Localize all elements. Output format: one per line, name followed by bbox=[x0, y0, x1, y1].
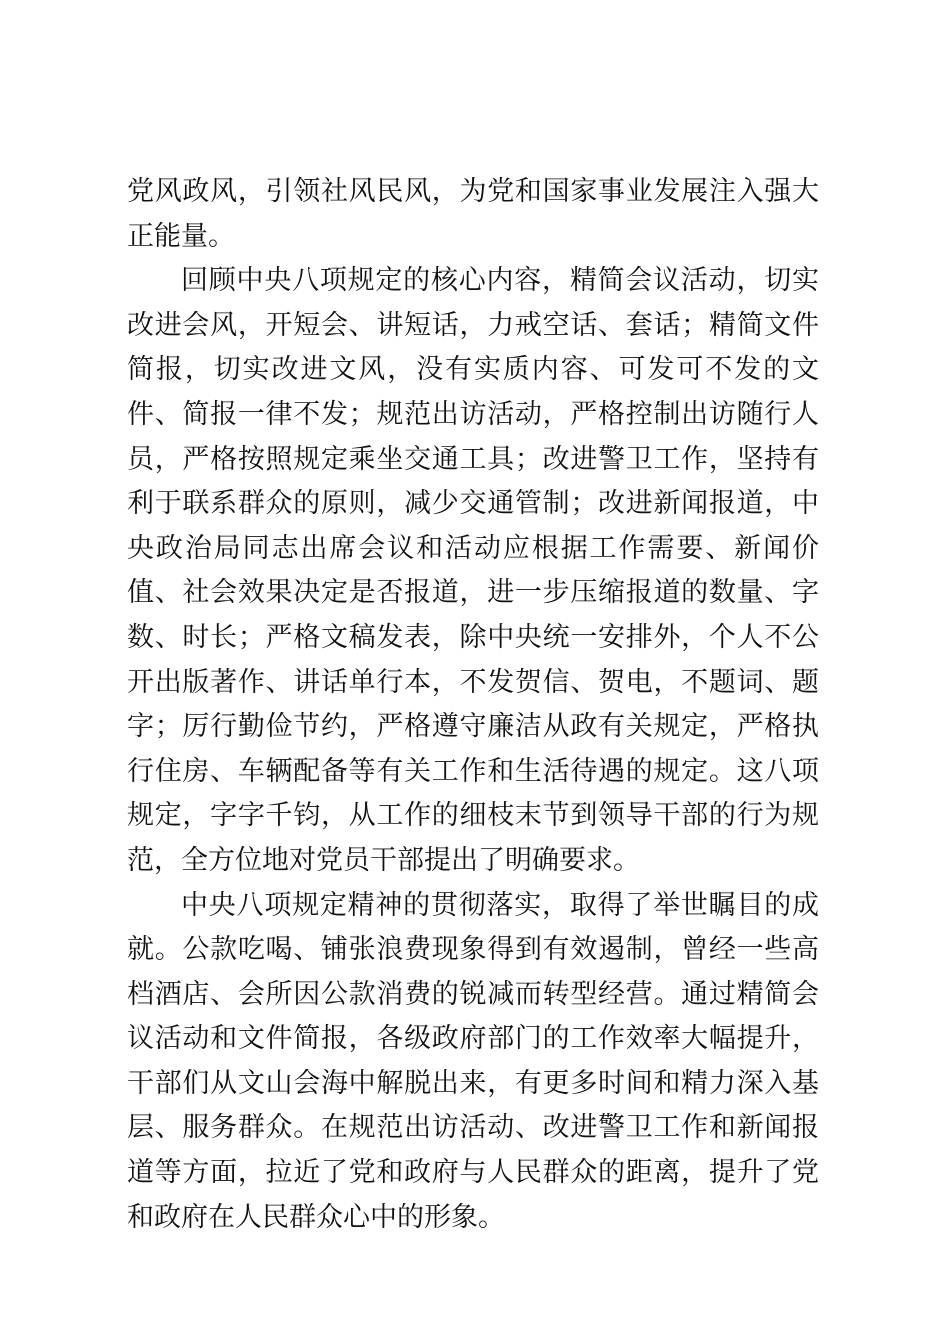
paragraph-achievements: 中央八项规定精神的贯彻落实，取得了举世瞩目的成就。公款吃喝、铺张浪费现象得到有效遏制，曾经一些高档酒店、会所因公款消费的锐减而转型经营。通过精简会议活动和文件简报，各级政府部门的工作效率大幅提升，干部们从文山会海中解脱出来，有更多时间和精力深入基层、服务群众。在规范出访活动、改进警卫工作和新闻报道等方面，拉近了党和政府与人民群众的距离，提升了党和政府在人民群众心中的形象。 bbox=[127, 889, 819, 1233]
paragraph-continuation: 党风政风，引领社风民风，为党和国家事业发展注入强大正能量。 bbox=[127, 176, 819, 252]
document-body bbox=[127, 170, 819, 1240]
paragraph-eight-rules-content: 回顾中央八项规定的核心内容，精简会议活动，切实改进会风，开短会、讲短话，力戒空话、套话；精简文件简报，切实改进文风，没有实质内容、可发可不发的文件、简报一律不发；规范出访活动，严格控制出访随行人员，严格按照规定乘坐交通工具；改进警卫工作，坚持有利于联系群众的原则，减少交通管制；改进新闻报道，中央政治局同志出席会议和活动应根据工作需要、新闻价值、社会效果决定是否报道，进一步压缩报道的数量、字数、时长；严格文稿发表，除中央统一安排外，个人不公开出版著作、讲话单行本，不发贺信、贺电，不题词、题字；厉行勤俭节约，严格遵守廉洁从政有关规定，严格执行住房、车辆配备等有关工作和生活待遇的规定。这八项规定，字字千钧，从工作的细枝末节到领导干部的行为规范，全方位地对党员干部提出了明确要求。 bbox=[127, 265, 819, 876]
